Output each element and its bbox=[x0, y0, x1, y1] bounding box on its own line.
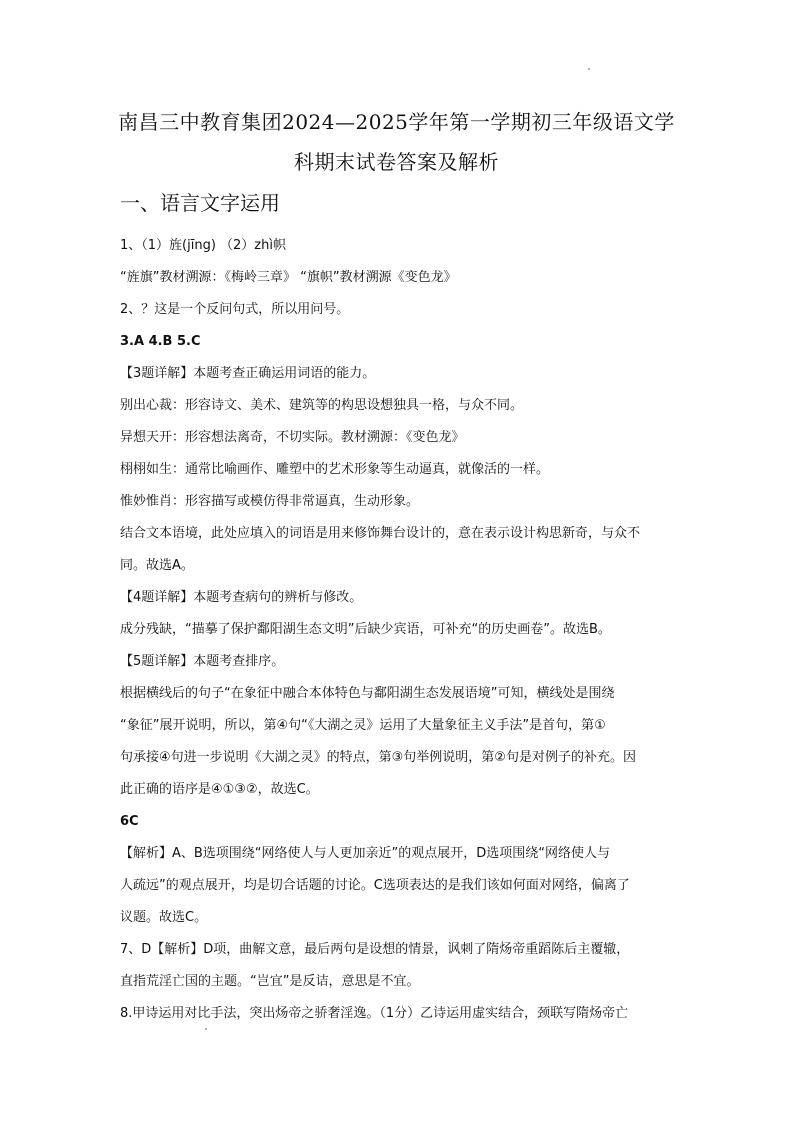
text-line: 议题。故选C。 bbox=[120, 910, 208, 925]
text-line: 此正确的语序是④①③②，故选C。 bbox=[120, 782, 319, 797]
text-line: 1、（1）旌(jīng) （2）zhì帜 bbox=[120, 238, 286, 253]
doc-title-line-2: 科期末试卷答案及解析 bbox=[294, 150, 499, 174]
text-line: 句承接④句进一步说明《大湖之灵》的特点，第③句举例说明，第②句是对例子的补充。因 bbox=[120, 750, 636, 765]
doc-title-line-1: 南昌三中教育集团2024—2025学年第一学期初三年级语文学 bbox=[118, 110, 675, 134]
text-line: “象征”展开说明，所以，第④句“《大湖之灵》运用了大量象征主义手法”是首句，第① bbox=[120, 718, 606, 733]
text-line: 别出心裁：形容诗文、美术、建筑等的构思设想独具一格，与众不同。 bbox=[120, 398, 524, 413]
text-line: “旌旗”教材溯源：《梅岭三章》 “旗帜”教材溯源《变色龙》 bbox=[120, 270, 457, 285]
text-line: 惟妙惟肖：形容描写或模仿得非常逼真，生动形象。 bbox=[120, 494, 420, 509]
text-line: 栩栩如生：通常比喻画作、雕塑中的艺术形象等生动逼真，就像活的一样。 bbox=[120, 462, 550, 477]
text-line: 3.A 4.B 5.C bbox=[120, 334, 201, 349]
text-line: 结合文本语境，此处应填入的词语是用来修饰舞台设计的，意在表示设计构思新奇，与众不 bbox=[120, 526, 641, 541]
text-line: 异想天开：形容想法离奇，不切实际。教材溯源：《变色龙》 bbox=[120, 430, 465, 445]
text-line: 【5题详解】本题考查排序。 bbox=[120, 654, 285, 669]
text-line: 7、D【解析】D项，曲解文意，最后两句是设想的情景，讽刺了隋炀帝重蹈陈后主覆辙， bbox=[120, 942, 630, 957]
scan-dot-top bbox=[588, 68, 590, 70]
text-line: 【解析】A、B选项围绕“网络使人与人更加亲近”的观点展开，D选项围绕“网络使人与 bbox=[120, 846, 611, 861]
text-line: 2、？这是一个反问句式，所以用问号。 bbox=[120, 302, 350, 317]
answer-content bbox=[120, 230, 680, 1030]
text-line: 根据横线后的句子“在象征中融合本体特色与鄱阳湖生态发展语境”可知，横线处是围绕 bbox=[120, 686, 615, 701]
text-line: 直指荒淫亡国的主题。“岂宜”是反诘，意思是不宜。 bbox=[120, 974, 420, 989]
text-line: 人疏远”的观点展开，均是切合话题的讨论。C选项表达的是我们该如何面对网络，偏离了 bbox=[120, 878, 630, 893]
text-line: 【3题详解】本题考查正确运用词语的能力。 bbox=[120, 366, 376, 381]
text-line: 8.甲诗运用对比手法，突出炀帝之骄奢淫逸。（1分）乙诗运用虚实结合，颈联写隋炀帝亡 bbox=[120, 1006, 629, 1021]
text-line: 【4题详解】本题考查病句的辨析与修改。 bbox=[120, 590, 363, 605]
text-line: 6C bbox=[120, 814, 139, 829]
text-line: 同。故选A。 bbox=[120, 558, 194, 573]
section-heading: 一、语言文字运用 bbox=[120, 191, 280, 215]
text-line: 成分残缺，“描摹了保护鄱阳湖生态文明”后缺少宾语，可补充“的历史画卷”。故选B。 bbox=[120, 622, 611, 637]
